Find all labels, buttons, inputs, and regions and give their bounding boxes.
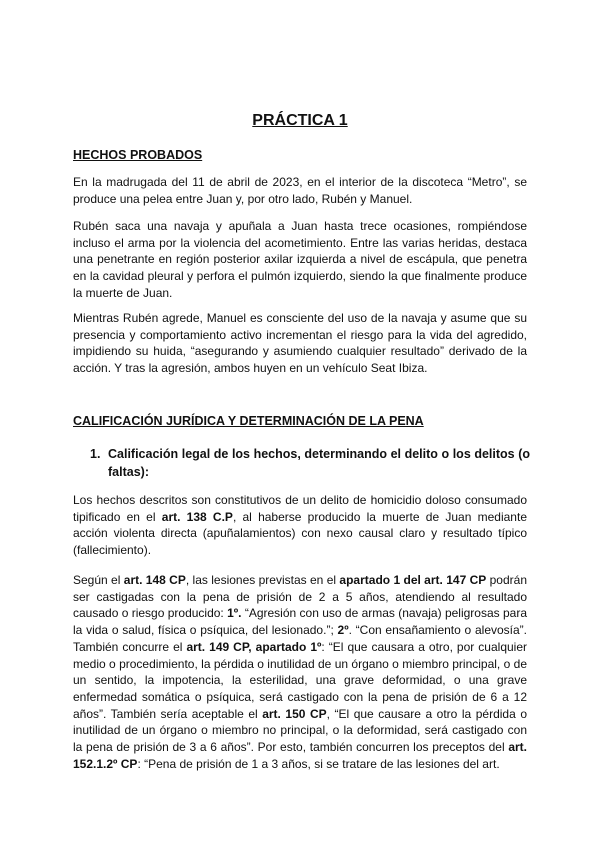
section-heading-hechos: HECHOS PROBADOS bbox=[73, 148, 203, 162]
text-run-bold: art. 138 C.P bbox=[161, 509, 233, 524]
text-run-bold: art. 150 CP bbox=[262, 706, 327, 721]
list-item-text: Calificación legal de los hechos, determinando el delito o los delitos (o faltas): bbox=[108, 447, 530, 479]
paragraph-calificacion-2 bbox=[73, 572, 527, 772]
text-run-bold: 2º bbox=[337, 623, 349, 638]
text-run: Los hechos descritos son constitutivos de un delito de homicidio doloso consumado tipificado en el bbox=[73, 493, 527, 524]
paragraph-hechos-2: Rubén saca una navaja y apuñala a Juan hasta trece ocasiones, rompiéndose incluso el arma por la violencia del acometimiento. Entre las varias heridas, destaca una penetrante en región posterior axilar izquierda a nivel de escápula, que penetra en la cavidad pleural y perfora el pulmón izquierdo, siendo la que finalmente produce la muerte de Juan. bbox=[73, 219, 527, 300]
text-run-bold: art. 152.1.2º CP bbox=[73, 740, 527, 771]
text-run: Según el bbox=[73, 573, 124, 587]
text-run: . “Con ensañamiento o alevosía”. También concurre el bbox=[73, 623, 528, 654]
paragraph-calificacion-1 bbox=[73, 492, 527, 559]
text-run-bold: 1º. bbox=[227, 606, 242, 621]
paragraph-hechos-1: En la madrugada del 11 de abril de 2023, en el interior de la discoteca “Metro”, se produce una pelea entre Juan y, por otro lado, Rubén y Manuel. bbox=[73, 175, 527, 206]
text-run: : “Pena de prisión de 1 a 3 años, si se tratare de las lesiones del art. bbox=[137, 756, 500, 771]
page-title: PRÁCTICA 1 bbox=[252, 112, 348, 129]
text-run: , las lesiones previstas en el bbox=[185, 573, 340, 587]
list-item-number: 1. bbox=[90, 447, 101, 461]
text-run: : “El que causara a otro, por cualquier medio o procedimiento, la pérdida o inutilidad de un órgano o miembro principal, o de un sentido, la impotencia, la esterilidad, una grave deformidad, o una grave enfermedad somática o psíquica, será castigado con la pena de prisión de 6 a 12 años”. También sería aceptable el bbox=[73, 639, 527, 721]
text-run: , al haberse producido la muerte de Juan mediante acción violenta directa (apuñalamientos) con nexo causal claro y resultado típico (fallecimiento). bbox=[73, 509, 527, 558]
text-run: , “El que causare a otro la pérdida o inutilidad de un órgano o miembro no principal, o la deformidad, será castigado con la pena de prisión de 3 a 6 años”. Por esto, también concurren los preceptos del bbox=[73, 706, 527, 755]
text-run: “Agresión con uso de armas (navaja) peligrosas para la vida o salud, física o psíquica, del lesionado.”; bbox=[73, 606, 527, 638]
section-heading-calificacion: CALIFICACIÓN JURÍDICA Y DETERMINACIÓN DE LA PENA bbox=[73, 414, 424, 428]
text-run-bold: art. 148 CP bbox=[123, 573, 186, 587]
paragraph-hechos-3: Mientras Rubén agrede, Manuel es consciente del uso de la navaja y asume que su presencia y comportamiento activo incrementan el riesgo para la vida del agredido, impidiendo su huida, “asegurando y asumiendo cualquier resultado” derivado de la acción. Y tras la agresión, ambos huyen en un vehículo Seat Ibiza. bbox=[73, 311, 527, 376]
text-run-bold: apartado 1 del art. 147 CP bbox=[339, 573, 487, 587]
text-run-bold: art. 149 CP, apartado 1º bbox=[186, 639, 322, 654]
text-run: podrán ser castigadas con la pena de prisión de 2 a 5 años, atendiendo al resultado causado o riesgo producido: bbox=[73, 573, 527, 621]
